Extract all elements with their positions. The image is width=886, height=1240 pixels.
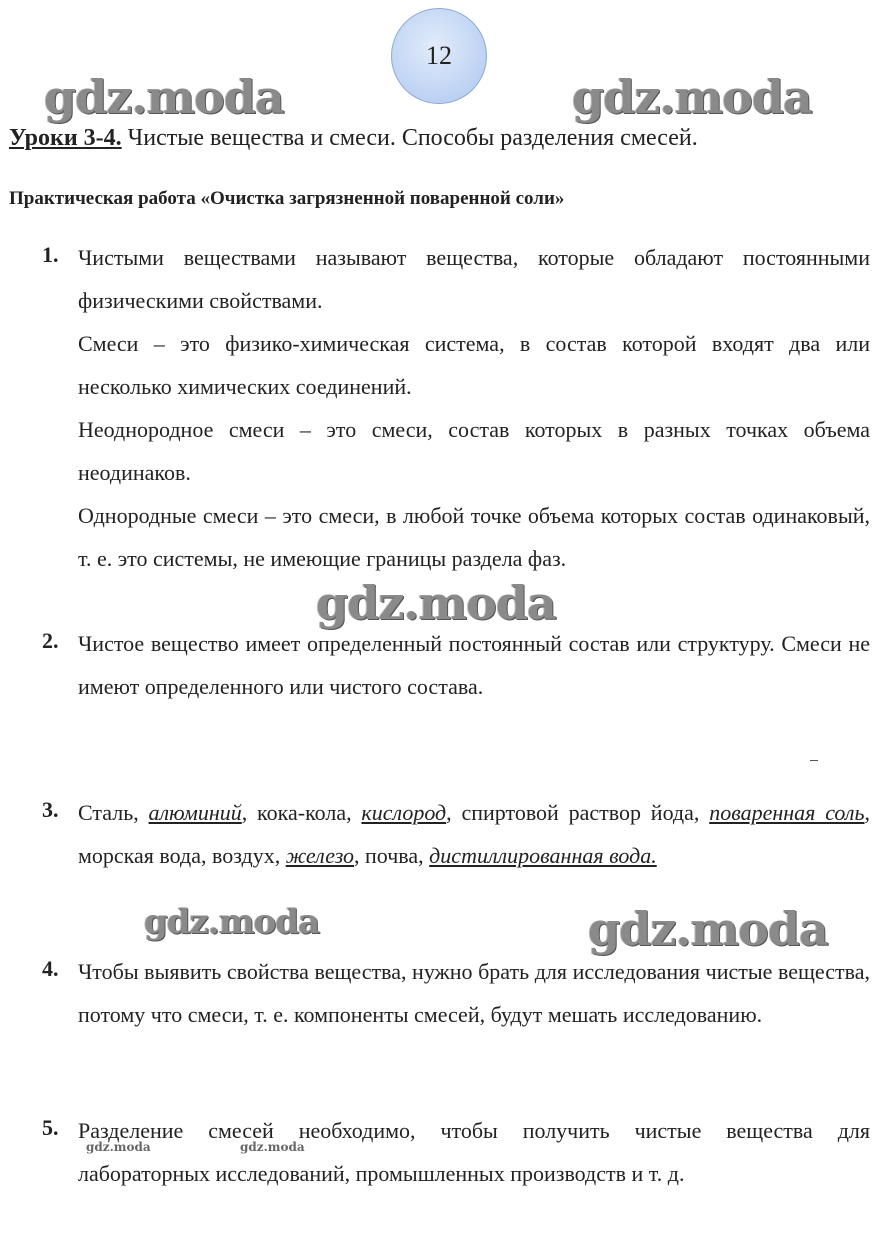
list-item — [42, 1109, 870, 1195]
substance-text: , спиртовой раствор йода, — [446, 800, 710, 825]
page-number-badge — [391, 8, 487, 104]
item-number: 3. — [42, 797, 59, 822]
paragraph: Чистое вещество имеет определенный постоянный состав или структуру. Смеси не имеют определенного или чистого состава. — [78, 631, 870, 699]
pure-substance: кислород — [361, 800, 447, 825]
page-number: 12 — [426, 41, 452, 70]
pure-substance: алюминий — [148, 800, 242, 825]
lesson-heading — [9, 125, 698, 152]
paragraph: Чистыми веществами называют вещества, которые обладают постоянными физическими свойствами. — [78, 245, 870, 313]
item-body — [78, 236, 870, 580]
substance-text: , морская вода, воздух, — [78, 800, 870, 868]
substance-text: , кока-кола, — [241, 800, 362, 825]
watermark-logo: gdz.moda — [572, 70, 812, 124]
watermark-logo: gdz.moda — [44, 70, 284, 124]
watermark-logo: gdz.moda — [144, 902, 320, 942]
item-body — [78, 950, 870, 1036]
list-item — [42, 791, 870, 877]
paragraph: Разделение смесей необходимо, чтобы получить чистые вещества для лабораторных исследований, промышленных производств и т. д. — [78, 1118, 870, 1186]
item-body — [78, 622, 870, 708]
stray-mark — [810, 760, 818, 761]
paragraph: Смеси – это физико-химическая система, в состав которой входят два или несколько химических соединений. — [78, 331, 870, 399]
item-number: 1. — [42, 242, 59, 267]
substance-text: , почва, — [354, 843, 430, 868]
lesson-title: Чистые вещества и смеси. Способы разделения смесей. — [127, 125, 698, 151]
list-item — [42, 950, 870, 1036]
paragraph — [78, 791, 870, 877]
item-number: 2. — [42, 628, 59, 653]
pure-substance: дистиллированная вода. — [429, 843, 657, 868]
paragraph: Однородные смеси – это смеси, в любой точке объема которых состав одинаковый, т. е. это системы, не имеющие границы раздела фаз. — [78, 503, 870, 571]
item-body — [78, 791, 870, 877]
list-item — [42, 236, 870, 580]
paragraph: Чтобы выявить свойства вещества, нужно брать для исследования чистые вещества, потому что смеси, т. е. компоненты смесей, будут мешать исследованию. — [78, 959, 870, 1027]
item-number: 5. — [42, 1115, 59, 1140]
pure-substance: поваренная соль — [709, 800, 865, 825]
paragraph: Неоднородное смеси – это смеси, состав которых в разных точках объема неодинаков. — [78, 417, 870, 485]
lesson-label: Уроки 3-4. — [9, 125, 122, 151]
item-number: 4. — [42, 956, 59, 981]
practical-work-title: Практическая работа «Очистка загрязненной поваренной соли» — [9, 188, 565, 209]
watermark-logo: gdz.moda — [588, 902, 828, 956]
watermark-small: gdz.moda — [86, 1140, 151, 1154]
list-item — [42, 622, 870, 708]
watermark-small: gdz.moda — [240, 1140, 305, 1154]
substance-text: Сталь, — [78, 800, 149, 825]
item-body — [78, 1109, 870, 1195]
watermark-logo: gdz.moda — [316, 576, 556, 630]
pure-substance: железо — [285, 843, 355, 868]
